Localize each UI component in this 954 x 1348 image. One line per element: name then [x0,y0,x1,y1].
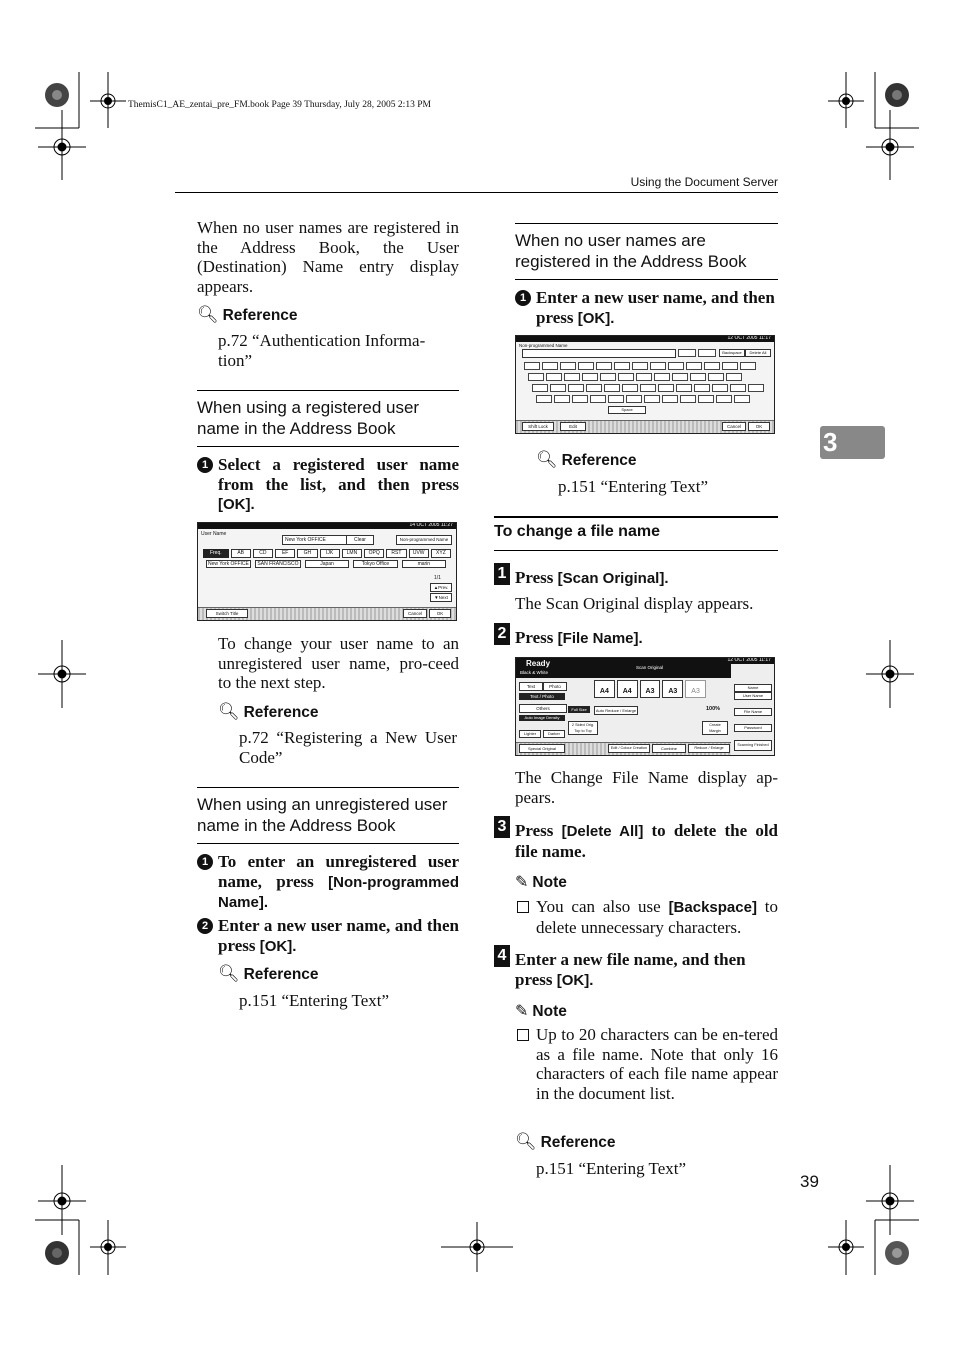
password-button: Password [734,724,772,732]
ok-key-label: [OK]. [556,971,594,989]
section-rule-bottom [515,279,778,280]
note-block-2 [515,1001,778,1021]
screen-date: 14 OCT 2005 11:27 [409,522,453,528]
step-text: Enter a new user name, and then press [218,916,459,955]
orig-top-button: 2 Sided Orig. Top to Top [568,721,598,735]
entry-row [206,560,446,568]
reference-label: Reference [243,966,319,983]
tab-freq: Freq. [203,549,229,558]
reference-label: Reference [561,452,637,469]
section-rule-bottom [197,843,459,844]
note-label: Note [532,1003,567,1020]
print-header: ThemisC1_AE_zentai_pre_FM.book Page 39 Thursday, July 28, 2005 2:13 PM [128,100,431,110]
prev-button: ▲Prev. [430,583,452,592]
delete-all-button: Delete All [745,349,771,357]
entry-marin: marin [402,560,446,568]
lighter-button: Lighter [519,730,541,738]
combine-button: Combine [652,744,686,753]
section-rule-bottom [197,446,459,447]
non-programmed-key-label: [Non-programmed Name]. [218,873,459,912]
name-field: New York OFFICE [282,535,374,545]
reference-text-4: p.151 “Entering Text” [558,477,709,496]
full-size-button: Full Size [568,706,590,713]
step-text: Select a registered user name from the list, and then press [218,455,459,494]
section-heading-registered: When using a registered user name in the Address Book [197,398,420,438]
tab-rst: RST [386,549,406,558]
tab-gh: GH [297,549,317,558]
reference-label: Reference [222,307,298,324]
reduce-enlarge-button: Reduce / Enlarge [688,744,730,753]
paper-size-row [594,680,706,698]
step-unregistered-2 [197,916,459,956]
scan-original-key-label: [Scan Original]. [557,570,669,587]
step-text: Enter a new user name, and then press [536,288,775,327]
darker-button: Darker [543,730,565,738]
special-original-button: Special Original [519,744,565,753]
next-button: ▼Next [430,593,452,602]
ok-key-label: [OK]. [259,937,297,955]
delete-all-key-label: [Delete All] [561,823,644,840]
auto-reduce-button: Auto Reduce / Enlarge [595,708,637,713]
screen-date: 12 OCT 2005 11:17 [727,657,771,663]
paper-size-1: A4 [594,680,615,698]
step-number-icon: 4 [494,945,510,967]
note-block-1 [515,872,778,892]
screenshot-text-entry-keyboard [515,335,775,434]
step-text: Enter a new file name, and then press [515,950,746,989]
others-button: Others [519,704,567,713]
checkbox-bullet-icon [517,901,529,913]
tab-opq: OPQ [364,549,384,558]
tab-ab: AB [231,549,251,558]
entry-new-york: New York OFFICE [206,560,251,568]
reference-block-4 [536,450,778,470]
step-text: Press [515,568,554,587]
reference-block-5 [515,1132,778,1152]
text-button: Text [519,682,543,691]
text-photo-button: Text / Photo [519,693,565,700]
step-number-icon: 1 [515,290,531,306]
scan-original-label: Scan Original [636,665,664,670]
cancel-button: Cancel [403,609,427,618]
ok-key-label: [OK]. [577,309,615,327]
magnifier-icon: 🔍︎ [197,305,219,324]
space-key: Space [608,406,646,414]
edit-button: Edit [560,422,586,431]
page-number: 39 [800,1172,819,1191]
backspace-key-label: [Backspace] [668,899,757,916]
note-label: Note [532,874,567,891]
tab-lmn: LMN [342,549,362,558]
tab-xyz: XYZ [431,549,451,558]
step-no-users-1 [515,288,778,328]
step-number-icon: 1 [197,854,213,870]
magnifier-icon: 🔍︎ [515,1132,537,1151]
step-number-icon: 1 [197,457,213,473]
reference-text-2: p.72 “Registering a New User Code” [239,728,457,767]
file-name-button: File Name [734,708,772,716]
note-text: Up to 20 characters can be en-tered as a file name. Note that only 16 characters of each file name appear in the document list. [536,1025,778,1103]
entry-japan: Japan [305,560,349,568]
screen-title: Non-programmed Name [519,343,568,348]
step-d [494,945,778,990]
step-number-icon: 2 [494,623,510,645]
index-tabs [203,549,451,558]
section-rule-thick [494,516,778,518]
pencil-icon: ✎ [515,874,529,891]
tab-cd: CD [253,549,273,558]
ratio-display: 100% [706,706,721,712]
screenshot-user-name-list [197,522,457,621]
chapter-number: 3 [823,427,838,457]
section-heading-change-file-name: To change a file name [494,523,660,540]
paper-size-2: A4 [617,680,638,698]
screen-title: User Name [201,531,227,537]
step-text: Press [515,821,554,840]
name-button: Name [734,684,772,692]
reference-label: Reference [243,704,319,721]
paper-size-3: A3 [640,680,661,698]
step-registered-1 [197,455,459,515]
running-header: Using the Document Server [630,175,778,189]
step-text-continued: to delete the old file name. [515,821,779,861]
step-unregistered-1 [197,852,459,913]
step-c [494,816,778,861]
reference-text-3: p.151 “Entering Text” [239,991,390,1010]
section-heading-unregistered: When using an unregistered user name in the Address Book [197,795,448,835]
step-b-result: The Change File Name display ap-pears. [515,768,778,807]
reference-label: Reference [540,1134,616,1151]
clear-button: Clear [346,535,374,545]
text-input-field [522,349,676,358]
step-a [494,563,778,589]
step-number-icon: 2 [197,918,213,934]
entry-tokyo-office: Tokyo Office [353,560,397,568]
photo-button: Photo [543,682,567,691]
cancel-button: Cancel [722,422,746,431]
step-text: To enter an unregistered user name, press [218,852,459,891]
tab-ijk: IJK [320,549,340,558]
step-number-icon: 1 [494,563,510,585]
step-number-icon: 3 [494,816,510,838]
screenshot-scanner-main [515,657,775,756]
header-rule [175,192,778,193]
reference-block-1 [197,305,459,325]
color-mode: Black & White [520,670,549,675]
note-text-continued: to delete unnecessary characters. [536,897,779,937]
reference-block-2 [218,702,459,722]
section-rule-top [197,787,459,788]
section-heading-no-users: When no user names are registered in the Address Book [515,231,747,271]
intro-paragraph: When no user names are registered in the Address Book, the User (Destination) Name entry display appears. [197,218,459,296]
ready-status: Ready [526,659,551,668]
section-rule-top [515,223,778,224]
screen-date: 12 OCT 2005 11:17 [727,335,771,341]
ok-button: OK [748,422,770,431]
magnifier-icon: 🔍︎ [536,450,558,469]
scanning-finished-button: Scanning Finished [734,740,772,751]
switch-title-button: Switch Title [206,609,248,618]
note-text: You can also use [536,897,661,916]
backspace-button: Backspace [719,349,745,357]
magnifier-icon: 🔍︎ [218,702,240,721]
tab-ef: EF [275,549,295,558]
tab-uvw: UVW [409,549,429,558]
entry-san-francisco: SAN FRANCISCO [255,560,300,568]
section-rule-top [197,390,459,391]
checkbox-bullet-icon [517,1029,529,1041]
user-name-button: User Name [734,692,772,700]
note-item-2 [515,1025,778,1103]
file-name-key-label: [File Name]. [557,630,643,647]
shift-lock-button: Shift Lock [522,422,554,431]
step-text: Press [515,628,554,647]
page-indicator: 1/1 [434,575,441,581]
paper-size-5: A3 [685,680,706,698]
edit-colour-button: Edit / Colour Creation [608,744,650,753]
reference-text-1: p.72 “Authentication Informa-tion” [218,331,426,370]
pencil-icon: ✎ [515,1003,529,1020]
create-margin-button: Create Margin [702,721,728,735]
non-programmed-name-button: Non-programmed Name [396,535,452,545]
step-a-result: The Scan Original display appears. [515,594,754,613]
auto-density-button: Auto Image Density [519,715,565,721]
section-rule-bottom [494,550,778,551]
step-b [494,623,778,649]
paper-size-4: A3 [662,680,683,698]
note-item-1 [515,897,778,937]
registered-after-paragraph: To change your user name to an unregistered user name, pro-ceed to the next step. [218,634,459,693]
ok-key-label: [OK]. [218,496,255,514]
reference-text-5: p.151 “Entering Text” [536,1159,687,1178]
chapter-tab [820,426,885,459]
ok-button: OK [429,609,451,618]
magnifier-icon: 🔍︎ [218,964,240,983]
reference-block-3 [218,964,459,984]
